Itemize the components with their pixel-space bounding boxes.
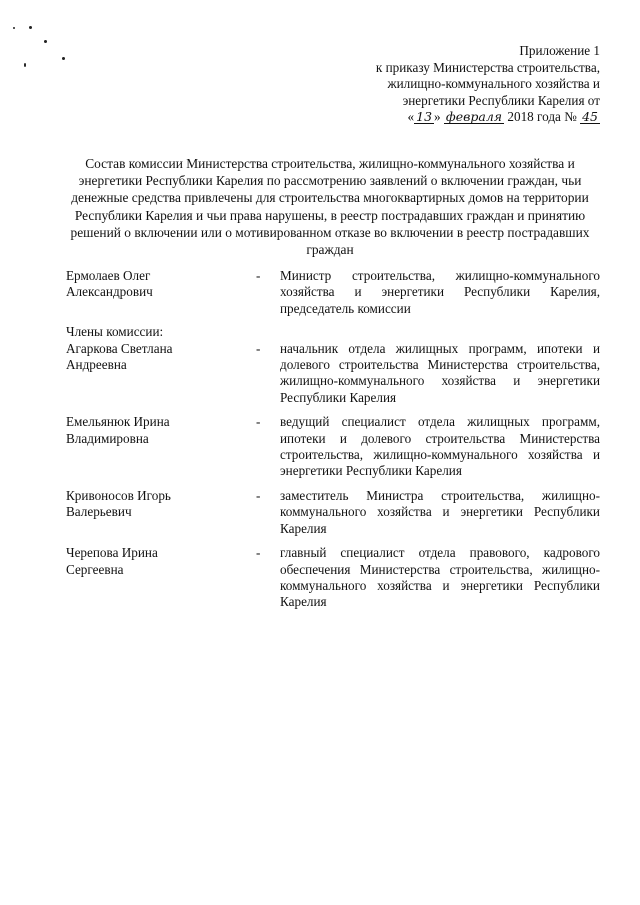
date-open-quote: «: [407, 109, 415, 124]
member-role: заместитель Министра строительства, жилищно-коммунального хозяйства и энергетики Республики Карелия: [280, 487, 600, 536]
member-dash: -: [256, 487, 261, 503]
member-row: [66, 414, 600, 480]
member-role: начальник отдела жилищных программ, ипотеки и долевого строительства Министерства строительства, жилищно-коммунального хозяйства и энергетики Республики Карелия: [280, 340, 600, 405]
member-name: Черепова Ирина Сергеевна: [66, 545, 158, 577]
member-row: [66, 341, 600, 407]
header-line-order: к приказу Министерства строительства,: [375, 59, 600, 75]
member-role: главный специалист отдела правового, кадрового обеспечения Министерства строительства, жилищно-коммунального хозяйства и энергетики Республики Карелия: [280, 545, 600, 610]
member-row: [66, 545, 600, 611]
member-dash: -: [256, 545, 261, 561]
member-role: ведущий специалист отдела жилищных программ, ипотеки и долевого строительства Министерства строительства, жилищно-коммунального хозяйства и энергетики Республики Карелия: [280, 414, 600, 479]
member-name: Агаркова Светлана Андреевна: [66, 340, 173, 373]
header-line-republic: энергетики Республики Карелия от: [402, 92, 600, 108]
chair-row: [66, 268, 600, 317]
handwritten-order-number: 45: [582, 109, 598, 124]
chair-name: Ермолаев Олег Александрович: [66, 268, 153, 300]
appendix-header: [330, 43, 600, 126]
member-dash: -: [256, 414, 261, 430]
header-line-appendix: Приложение 1: [519, 43, 600, 58]
member-dash: -: [256, 340, 261, 356]
chair-role: Министр строительства, жилищно-коммунального хозяйства и энергетики Республики Карелия, председатель комиссии: [280, 268, 600, 316]
header-line-ministry: жилищно-коммунального хозяйства и: [387, 76, 600, 91]
date-close-quote: »: [434, 109, 441, 124]
members-label: Члены комиссии:: [66, 324, 164, 340]
handwritten-month: февраля: [445, 109, 503, 124]
member-row: [66, 488, 600, 537]
commission-list: [66, 268, 600, 611]
member-name: Емельянюк Ирина Владимировна: [66, 414, 170, 446]
member-name: Кривоносов Игорь Валерьевич: [66, 487, 171, 520]
document-title: Состав комиссии Министерства строительства, жилищно-коммунального хозяйства и энергетики Республики Карелия по рассмотрению заявлений о включении граждан, чьи денежные средства привлечены для строительства многоквартирных домов на территории Республики Карелия и чьи права нарушены, в реестр пострадавших граждан и принятию решений о включении или о мотивированном отказе во включении в реестр пострадавших граждан: [70, 156, 590, 258]
chair-dash: -: [256, 268, 261, 283]
header-date-line: [330, 109, 600, 126]
date-year-text: 2018 года №: [507, 109, 577, 124]
handwritten-day: 13: [416, 109, 433, 124]
